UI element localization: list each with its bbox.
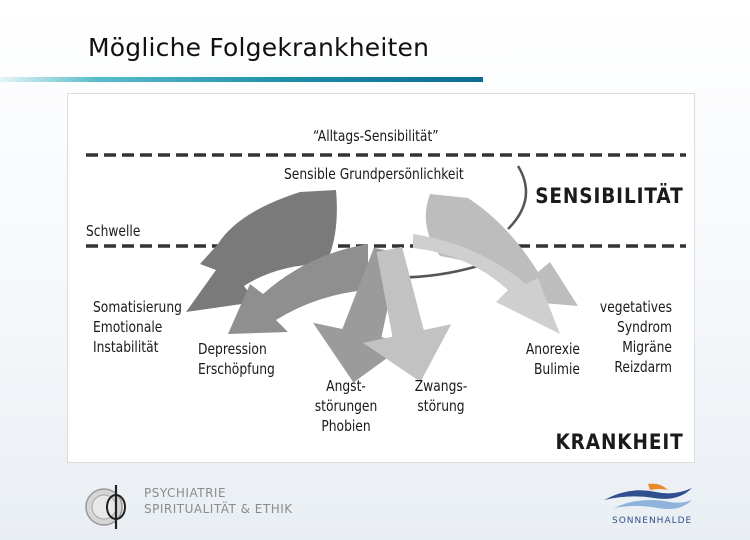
psychiatrie-logo (82, 482, 312, 532)
logo-text-psychiatrie: PSYCHIATRIE (144, 486, 227, 500)
label-vegetatives-syndrom: vegetatives Syndrom Migräne Reizdarm (599, 298, 672, 376)
label-zwangsstoerung: Zwangs- störung (414, 377, 468, 415)
logo-text-sonnenhalde: SONNENHALDE (612, 516, 693, 526)
logo-text-spiritualitaet: SPIRITUALITÄT & ETHIK (144, 502, 293, 516)
label-krankheit: KRANKHEIT (555, 430, 684, 454)
label-alltags-sensibilitaet: “Alltags-Sensibilität” (313, 127, 439, 145)
slide-title: Mögliche Folgekrankheiten (88, 33, 430, 62)
label-sensibilitaet: SENSIBILITÄT (535, 184, 684, 208)
sonnenhalde-emblem-icon (600, 478, 696, 514)
label-anorexie: Anorexie Bulimie (525, 340, 580, 378)
diagram-panel (68, 94, 694, 462)
label-sensible-grundpersoenlichkeit: Sensible Grundpersönlichkeit (284, 165, 464, 183)
sonnenhalde-logo (600, 478, 696, 532)
title-underline (0, 77, 483, 82)
label-somatisierung: Somatisierung Emotionale Instabilität (93, 298, 182, 356)
label-angststoerungen: Angst- störungen Phobien (314, 377, 378, 435)
phi-seal-icon (82, 482, 142, 532)
label-schwelle: Schwelle (86, 222, 141, 240)
label-depression: Depression Erschöpfung (198, 340, 275, 378)
upper-arc (508, 166, 526, 229)
